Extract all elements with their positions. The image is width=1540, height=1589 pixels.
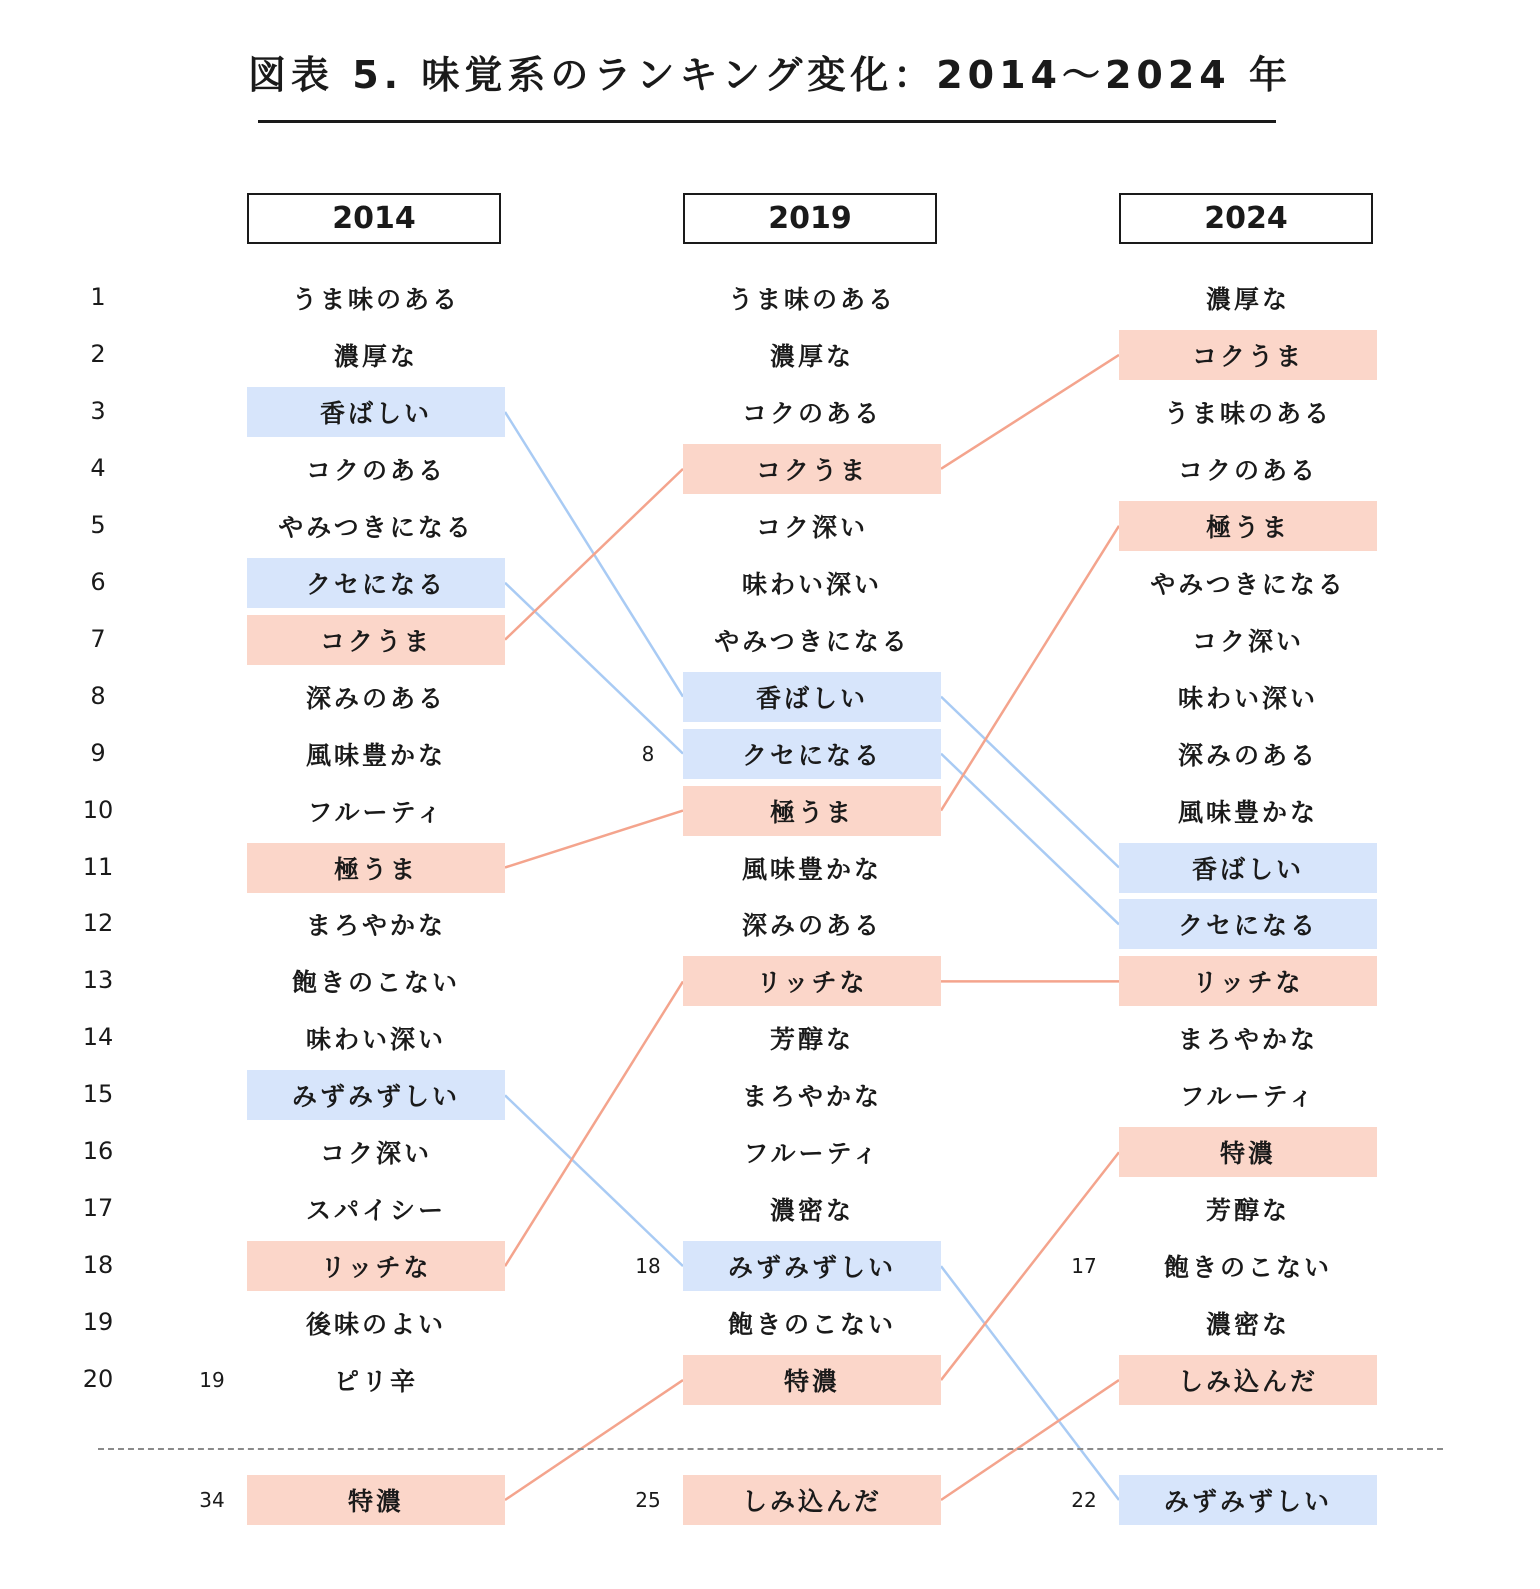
ranking-item: クセになる bbox=[683, 729, 941, 779]
rank-number: 20 bbox=[82, 1365, 114, 1394]
ranking-item: 深みのある bbox=[1177, 740, 1318, 770]
ranking-item: 香ばしい bbox=[247, 387, 505, 437]
rank-number: 11 bbox=[82, 852, 114, 881]
salmon-connector-line bbox=[941, 526, 1119, 811]
blue-connector-line bbox=[505, 583, 683, 754]
out-of-rank-label: 22 bbox=[1071, 1488, 1097, 1512]
year-header: 2019 bbox=[683, 193, 937, 244]
rank-number: 10 bbox=[82, 795, 114, 824]
ranking-item: フルーティ bbox=[743, 1139, 881, 1169]
rank-number: 1 bbox=[90, 283, 106, 311]
ranking-item: クセになる bbox=[247, 558, 505, 608]
ranking-item: コク深い bbox=[319, 1139, 432, 1169]
ranking-item: 濃密な bbox=[1205, 1310, 1290, 1340]
ranking-item: 風味豊かな bbox=[1177, 797, 1318, 827]
ranking-item: リッチな bbox=[683, 956, 941, 1006]
rank-number: 13 bbox=[82, 966, 114, 995]
ranking-item: 深みのある bbox=[305, 683, 446, 713]
ranking-item: コクのある bbox=[741, 398, 882, 428]
ranking-item: 飽きのこない bbox=[1163, 1253, 1332, 1283]
rank-number: 19 bbox=[82, 1308, 114, 1337]
ranking-item: 飽きのこない bbox=[291, 968, 460, 998]
salmon-connector-line bbox=[941, 355, 1119, 469]
ranking-item: リッチな bbox=[247, 1241, 505, 1291]
rank-number: 12 bbox=[82, 909, 114, 938]
ranking-item: ピリ辛 bbox=[333, 1367, 418, 1397]
ranking-item: リッチな bbox=[1119, 956, 1377, 1006]
ranking-item: 濃厚な bbox=[1205, 285, 1290, 314]
ranking-item: 特濃 bbox=[247, 1475, 505, 1525]
out-of-rank-label: 25 bbox=[635, 1488, 661, 1512]
rank-number: 5 bbox=[90, 510, 106, 539]
ranking-item: まろやかな bbox=[305, 911, 446, 941]
ranking-item: みずみずしい bbox=[683, 1241, 941, 1291]
year-header: 2014 bbox=[247, 193, 501, 244]
ranking-item: 風味豊かな bbox=[305, 740, 446, 770]
rank-number: 18 bbox=[82, 1251, 114, 1280]
salmon-connector-line bbox=[941, 1380, 1119, 1500]
ranking-item: 香ばしい bbox=[1119, 843, 1377, 893]
ranking-item: 深みのある bbox=[741, 911, 882, 941]
salmon-connector-line bbox=[505, 1380, 683, 1500]
ranking-item: コクうま bbox=[1119, 330, 1377, 380]
ranking-item: 濃厚な bbox=[333, 341, 418, 371]
ranking-item: フルーティ bbox=[307, 797, 445, 827]
ranking-item: クセになる bbox=[1119, 899, 1377, 949]
rank-number: 16 bbox=[82, 1137, 114, 1166]
chart-title: 図表 5. 味覚系のランキング変化：2014～2024 年 bbox=[248, 53, 1292, 97]
blue-connector-line bbox=[505, 1095, 683, 1266]
out-of-rank-label: 34 bbox=[199, 1488, 225, 1512]
ranking-item: 濃密な bbox=[769, 1196, 854, 1226]
previous-rank-label: 8 bbox=[641, 741, 655, 766]
blue-connector-line bbox=[941, 697, 1119, 868]
ranking-item: しみ込んだ bbox=[683, 1475, 941, 1525]
ranking-item: コク深い bbox=[755, 512, 868, 542]
rank-number: 14 bbox=[82, 1023, 114, 1052]
dashed-divider bbox=[98, 1448, 1443, 1450]
ranking-item: やみつきになる bbox=[714, 626, 910, 656]
ranking-item: 味わい深い bbox=[741, 569, 882, 599]
salmon-connector-line bbox=[505, 981, 683, 1266]
ranking-item: うま味のある bbox=[727, 285, 896, 314]
blue-connector-line bbox=[941, 1266, 1119, 1500]
ranking-item: しみ込んだ bbox=[1119, 1355, 1377, 1405]
salmon-connector-line bbox=[505, 469, 683, 640]
ranking-item: フルーティ bbox=[1179, 1082, 1317, 1112]
ranking-item: 香ばしい bbox=[683, 672, 941, 722]
rank-number: 15 bbox=[82, 1080, 114, 1109]
salmon-connector-line bbox=[505, 811, 683, 868]
previous-rank-label: 19 bbox=[199, 1368, 225, 1393]
rank-number: 17 bbox=[82, 1194, 114, 1223]
ranking-item: 極うま bbox=[1119, 501, 1377, 551]
ranking-item: みずみずしい bbox=[1119, 1475, 1377, 1525]
rank-number: 2 bbox=[90, 339, 106, 368]
ranking-item: コクうま bbox=[247, 615, 505, 665]
ranking-item: 味わい深い bbox=[305, 1025, 446, 1055]
ranking-item: 特濃 bbox=[683, 1355, 941, 1405]
ranking-item: うま味のある bbox=[1163, 398, 1332, 428]
rank-number: 3 bbox=[90, 396, 106, 425]
ranking-item: スパイシー bbox=[305, 1196, 446, 1226]
ranking-item: 芳醇な bbox=[1205, 1196, 1290, 1226]
ranking-item: 極うま bbox=[683, 786, 941, 836]
rank-number: 7 bbox=[90, 624, 106, 653]
ranking-item: 特濃 bbox=[1119, 1127, 1377, 1177]
rank-number: 4 bbox=[90, 453, 106, 482]
previous-rank-label: 18 bbox=[635, 1254, 661, 1279]
ranking-item: コクのある bbox=[1177, 455, 1318, 485]
ranking-item: まろやかな bbox=[741, 1082, 882, 1112]
ranking-item: 後味のよい bbox=[305, 1310, 446, 1340]
ranking-item: コクのある bbox=[305, 455, 446, 485]
ranking-item: 極うま bbox=[247, 843, 505, 893]
rank-number: 6 bbox=[90, 567, 106, 596]
ranking-item: みずみずしい bbox=[247, 1070, 505, 1120]
previous-rank-label: 17 bbox=[1071, 1254, 1097, 1279]
ranking-item: やみつきになる bbox=[1150, 569, 1346, 599]
rank-number: 9 bbox=[90, 738, 106, 767]
ranking-item: 味わい深い bbox=[1177, 683, 1318, 713]
rank-number: 8 bbox=[90, 681, 106, 710]
ranking-item: やみつきになる bbox=[278, 512, 474, 542]
ranking-item: まろやかな bbox=[1177, 1025, 1318, 1055]
ranking-item: 飽きのこない bbox=[727, 1310, 896, 1340]
ranking-item: 風味豊かな bbox=[741, 854, 882, 884]
ranking-item: うま味のある bbox=[291, 285, 460, 314]
ranking-item: コクうま bbox=[683, 444, 941, 494]
year-header: 2024 bbox=[1119, 193, 1373, 244]
ranking-item: 芳醇な bbox=[769, 1025, 854, 1055]
blue-connector-line bbox=[941, 754, 1119, 925]
ranking-item: 濃厚な bbox=[769, 341, 854, 371]
ranking-item: コク深い bbox=[1191, 626, 1304, 656]
